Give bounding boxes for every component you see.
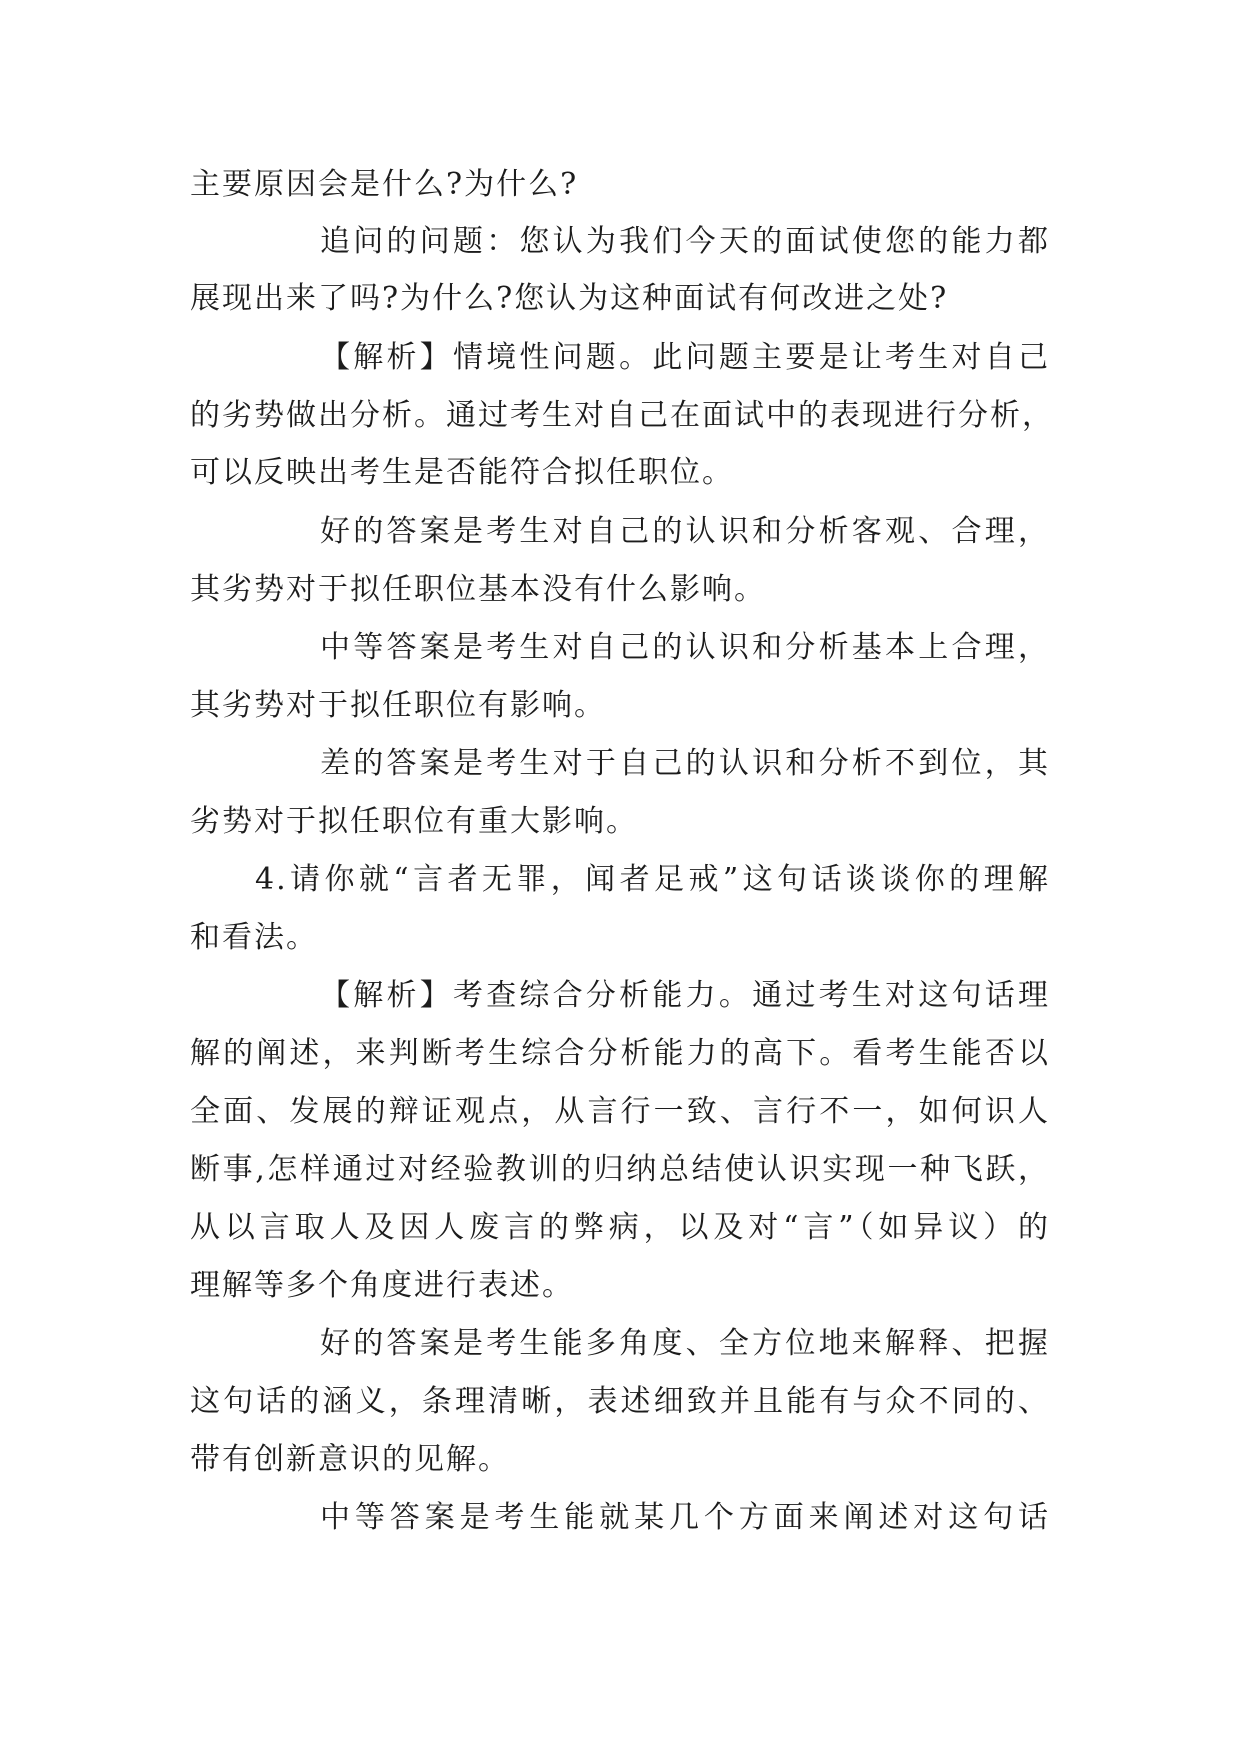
text-line: 理解等多个角度进行表述。: [190, 1268, 574, 1303]
text-line: 其劣势对于拟任职位有影响。: [190, 688, 606, 723]
text-line: 展现出来了吗?为什么?您认为这种面试有何改进之处?: [190, 281, 949, 316]
text-line: 这句话的涵义，条理清晰，表述细致并且能有与众不同的、: [190, 1384, 1050, 1419]
text-line: 和看法。: [190, 920, 318, 955]
text-line: 的劣势做出分析。通过考生对自己在面试中的表现进行分析，: [190, 398, 1054, 433]
text-line: 带有创新意识的见解。: [190, 1442, 510, 1477]
question-heading: 4.请你就“言者无罪，闻者足戒”这句话谈谈你的理解: [255, 862, 1050, 897]
text-line: 全面、发展的辩证观点，从言行一致、言行不一，如何识人: [190, 1094, 1050, 1129]
text-line: 中等答案是考生能就某几个方面来阐述对这句话: [320, 1500, 1050, 1535]
text-line: 好的答案是考生对自己的认识和分析客观、合理，: [320, 514, 1050, 549]
text-line: 解的阐述，来判断考生综合分析能力的高下。看考生能否以: [190, 1036, 1050, 1071]
text-line: 可以反映出考生是否能符合拟任职位。: [190, 455, 734, 490]
text-line: 其劣势对于拟任职位基本没有什么影响。: [190, 572, 766, 607]
text-line: 差的答案是考生对于自己的认识和分析不到位，其: [320, 746, 1050, 781]
text-line: 断事,怎样通过对经验教训的归纳总结使认识实现一种飞跃，: [190, 1152, 1050, 1187]
text-line: 【解析】考查综合分析能力。通过考生对这句话理: [320, 978, 1050, 1013]
text-line: 【解析】情境性问题。此问题主要是让考生对自己: [320, 340, 1050, 375]
text-line: 主要原因会是什么?为什么?: [190, 167, 579, 202]
text-line: 劣势对于拟任职位有重大影响。: [190, 804, 638, 839]
text-line: 好的答案是考生能多角度、全方位地来解释、把握: [320, 1326, 1050, 1361]
text-line: 追问的问题：您认为我们今天的面试使您的能力都: [320, 224, 1050, 259]
text-line: 中等答案是考生对自己的认识和分析基本上合理，: [320, 630, 1050, 665]
text-line: 从以言取人及因人废言的弊病，以及对“言”（如异议）的: [190, 1210, 1050, 1245]
